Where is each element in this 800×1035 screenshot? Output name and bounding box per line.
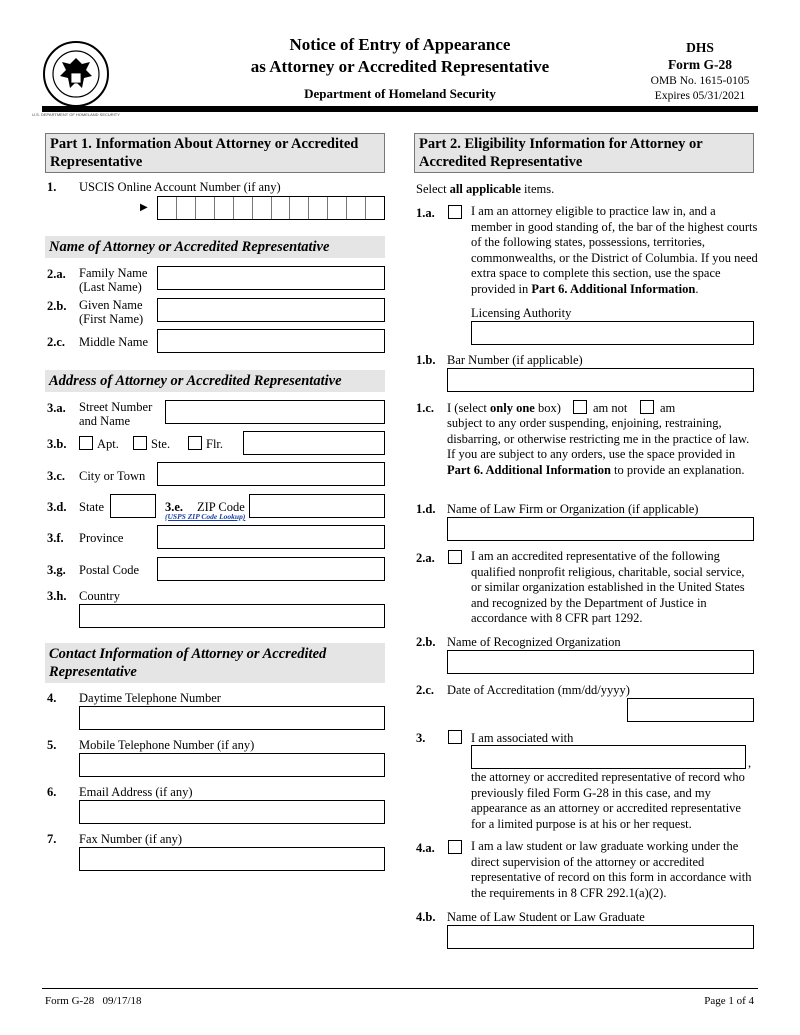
country-input[interactable] [79, 604, 385, 628]
law-student-checkbox[interactable] [448, 840, 462, 854]
footer-form-edition: Form G-28 09/17/18 [45, 995, 142, 1007]
flr-checkbox[interactable] [188, 436, 202, 450]
am-checkbox[interactable] [640, 400, 654, 414]
q4b-number: 4.b. [416, 910, 436, 924]
associated-with-input[interactable] [471, 745, 746, 769]
q3-text: the attorney or accredited representative of record who previously filed Form G-28 in this case, and my appearance as an attorney or accredited representative for a limited purpose is at his or her request. [471, 770, 745, 831]
q2a-label-line1: Family Name [79, 266, 148, 280]
accreditation-date-input[interactable] [627, 698, 754, 722]
q3a-label-line2: and Name [79, 414, 131, 428]
agency-label: DHS [686, 40, 714, 55]
form-title-line1: Notice of Entry of Appearance [289, 35, 511, 54]
province-input[interactable] [157, 525, 385, 549]
bar-number-input[interactable] [447, 368, 754, 392]
uscis-account-input[interactable] [157, 196, 385, 220]
q2b-label: Name of Recognized Organization [447, 635, 621, 649]
q1-label: USCIS Online Account Number (if any) [79, 180, 281, 194]
q5-label: Mobile Telephone Number (if any) [79, 738, 255, 752]
q1d-label: Name of Law Firm or Organization (if applicable) [447, 502, 699, 516]
q1a-text: I am an attorney eligible to practice law in, and a member in good standing of, the bar of the highest courts of the following states, possessions, territories, commonwealths, or the District of Columbia. If you need extra space to complete this section, use the space provided in Part 6. Additional Information. [471, 204, 758, 296]
flr-label: Flr. [206, 437, 224, 451]
q2c-label: Date of Accreditation (mm/dd/yyyy) [447, 683, 630, 697]
accredited-rep-checkbox[interactable] [448, 550, 462, 564]
zip-lookup-link[interactable]: (USPS ZIP Code Lookup) [165, 512, 246, 521]
licensing-authority-input[interactable] [471, 321, 754, 345]
header-rule [42, 106, 758, 112]
q3e-number: 3.e. [165, 500, 184, 514]
q1c-select-text: I (select only one box) [447, 401, 561, 415]
q2a-number: 2.a. [47, 267, 66, 281]
q7-label: Fax Number (if any) [79, 832, 183, 846]
address-section-header: Address of Attorney or Accredited Representative [45, 370, 385, 392]
am-label: am [660, 401, 676, 415]
family-name-input[interactable] [157, 266, 385, 290]
q2c-label: Middle Name [79, 335, 149, 349]
q3d-label: State [79, 500, 104, 514]
dhs-seal-icon [42, 40, 110, 108]
middle-name-input[interactable] [157, 329, 385, 353]
q3-label: I am associated with [471, 731, 574, 745]
q3c-number: 3.c. [47, 469, 66, 483]
q3f-label: Province [79, 531, 124, 545]
seal-caption: U.S. DEPARTMENT OF HOMELAND SECURITY [32, 112, 120, 117]
q3d-number: 3.d. [47, 500, 67, 514]
q3g-number: 3.g. [47, 563, 66, 577]
expiration-date: Expires 05/31/2021 [654, 90, 746, 102]
q4a-text: I am a law student or law graduate working under the direct supervision of the attorney or accredited representative of record on this form in accordance with the requirements in 8 CFR 292.1(a)(2). [471, 839, 752, 900]
attorney-checkbox[interactable] [448, 205, 462, 219]
q4-label: Daytime Telephone Number [79, 691, 221, 705]
form-title-line2: as Attorney or Accredited Representative [250, 57, 550, 76]
q2b-label-line2: (First Name) [79, 312, 144, 326]
q1d-number: 1.d. [416, 502, 436, 516]
ste-label: Ste. [151, 437, 171, 451]
q3a-label-line1: Street Number [79, 400, 153, 414]
q2b-number: 2.b. [47, 299, 67, 313]
department-name: Department of Homeland Security [304, 86, 496, 101]
q7-number: 7. [47, 832, 57, 846]
q1b-number: 1.b. [416, 353, 436, 367]
recognized-org-input[interactable] [447, 650, 754, 674]
law-student-name-input[interactable] [447, 925, 754, 949]
q4a-number: 4.a. [416, 841, 435, 855]
q2a-number: 2.a. [416, 551, 435, 565]
q5-number: 5. [47, 738, 57, 752]
street-input[interactable] [165, 400, 385, 424]
q4b-label: Name of Law Student or Law Graduate [447, 910, 645, 924]
dhs-seal [42, 40, 110, 108]
q4-number: 4. [47, 691, 57, 705]
postal-code-input[interactable] [157, 557, 385, 581]
fax-input[interactable] [79, 847, 385, 871]
apt-checkbox[interactable] [79, 436, 93, 450]
licensing-authority-label: Licensing Authority [471, 306, 572, 320]
q1c-number: 1.c. [416, 401, 435, 415]
q3b-number: 3.b. [47, 437, 67, 451]
state-select[interactable] [110, 494, 156, 518]
q3a-number: 3.a. [47, 401, 66, 415]
city-input[interactable] [157, 462, 385, 486]
q2c-number: 2.c. [416, 683, 435, 697]
unit-number-input[interactable] [243, 431, 385, 455]
q3e-label: ZIP Code [197, 500, 245, 514]
part2-header: Part 2. Eligibility Information for Attorney or Accredited Representative [414, 133, 754, 173]
daytime-phone-input[interactable] [79, 706, 385, 730]
name-section-header: Name of Attorney or Accredited Representative [45, 236, 385, 258]
arrow-icon: ▶ [140, 202, 148, 213]
email-input[interactable] [79, 800, 385, 824]
ste-checkbox[interactable] [133, 436, 147, 450]
q2b-number: 2.b. [416, 635, 436, 649]
associated-comma: , [748, 756, 752, 770]
q1-number: 1. [47, 180, 57, 194]
zip-code-input[interactable] [249, 494, 385, 518]
mobile-phone-input[interactable] [79, 753, 385, 777]
q2a-text: I am an accredited representative of the following qualified nonprofit religious, charitable, social service, or similar organization established in the United States and recognized by the Department of Justice in accordance with 8 CFR part 1292. [471, 549, 745, 626]
contact-section-header: Contact Information of Attorney or Accredited Representative [45, 643, 385, 683]
q1b-label: Bar Number (if applicable) [447, 353, 583, 367]
am-not-checkbox[interactable] [573, 400, 587, 414]
form-id: Form G-28 [667, 57, 733, 72]
q2b-label-line1: Given Name [79, 298, 143, 312]
apt-label: Apt. [97, 437, 119, 451]
omb-number: OMB No. 1615-0105 [650, 75, 750, 87]
q6-number: 6. [47, 785, 57, 799]
law-firm-input[interactable] [447, 517, 754, 541]
select-instruction: Select all applicable items. [416, 182, 555, 196]
q3h-number: 3.h. [47, 589, 67, 603]
q3c-label: City or Town [79, 469, 146, 483]
q3h-label: Country [79, 589, 120, 603]
q6-label: Email Address (if any) [79, 785, 193, 799]
associated-checkbox[interactable] [448, 730, 462, 744]
q2c-number: 2.c. [47, 335, 66, 349]
q3-number: 3. [416, 731, 426, 745]
given-name-input[interactable] [157, 298, 385, 322]
part1-header: Part 1. Information About Attorney or Accredited Representative [45, 133, 385, 173]
footer-rule [42, 988, 758, 989]
q2a-label-line2: (Last Name) [79, 280, 142, 294]
am-not-label: am not [593, 401, 628, 415]
q3g-label: Postal Code [79, 563, 140, 577]
q1a-number: 1.a. [416, 206, 435, 220]
q3f-number: 3.f. [47, 531, 64, 545]
footer-page-number: Page 1 of 4 [704, 995, 754, 1007]
q1c-text: subject to any order suspending, enjoining, restraining, disbarring, or otherwise restricting me in the practice of law. If you are subject to any orders, use the space provided in Part 6. Additional Information to provide an explanation. [447, 416, 750, 477]
